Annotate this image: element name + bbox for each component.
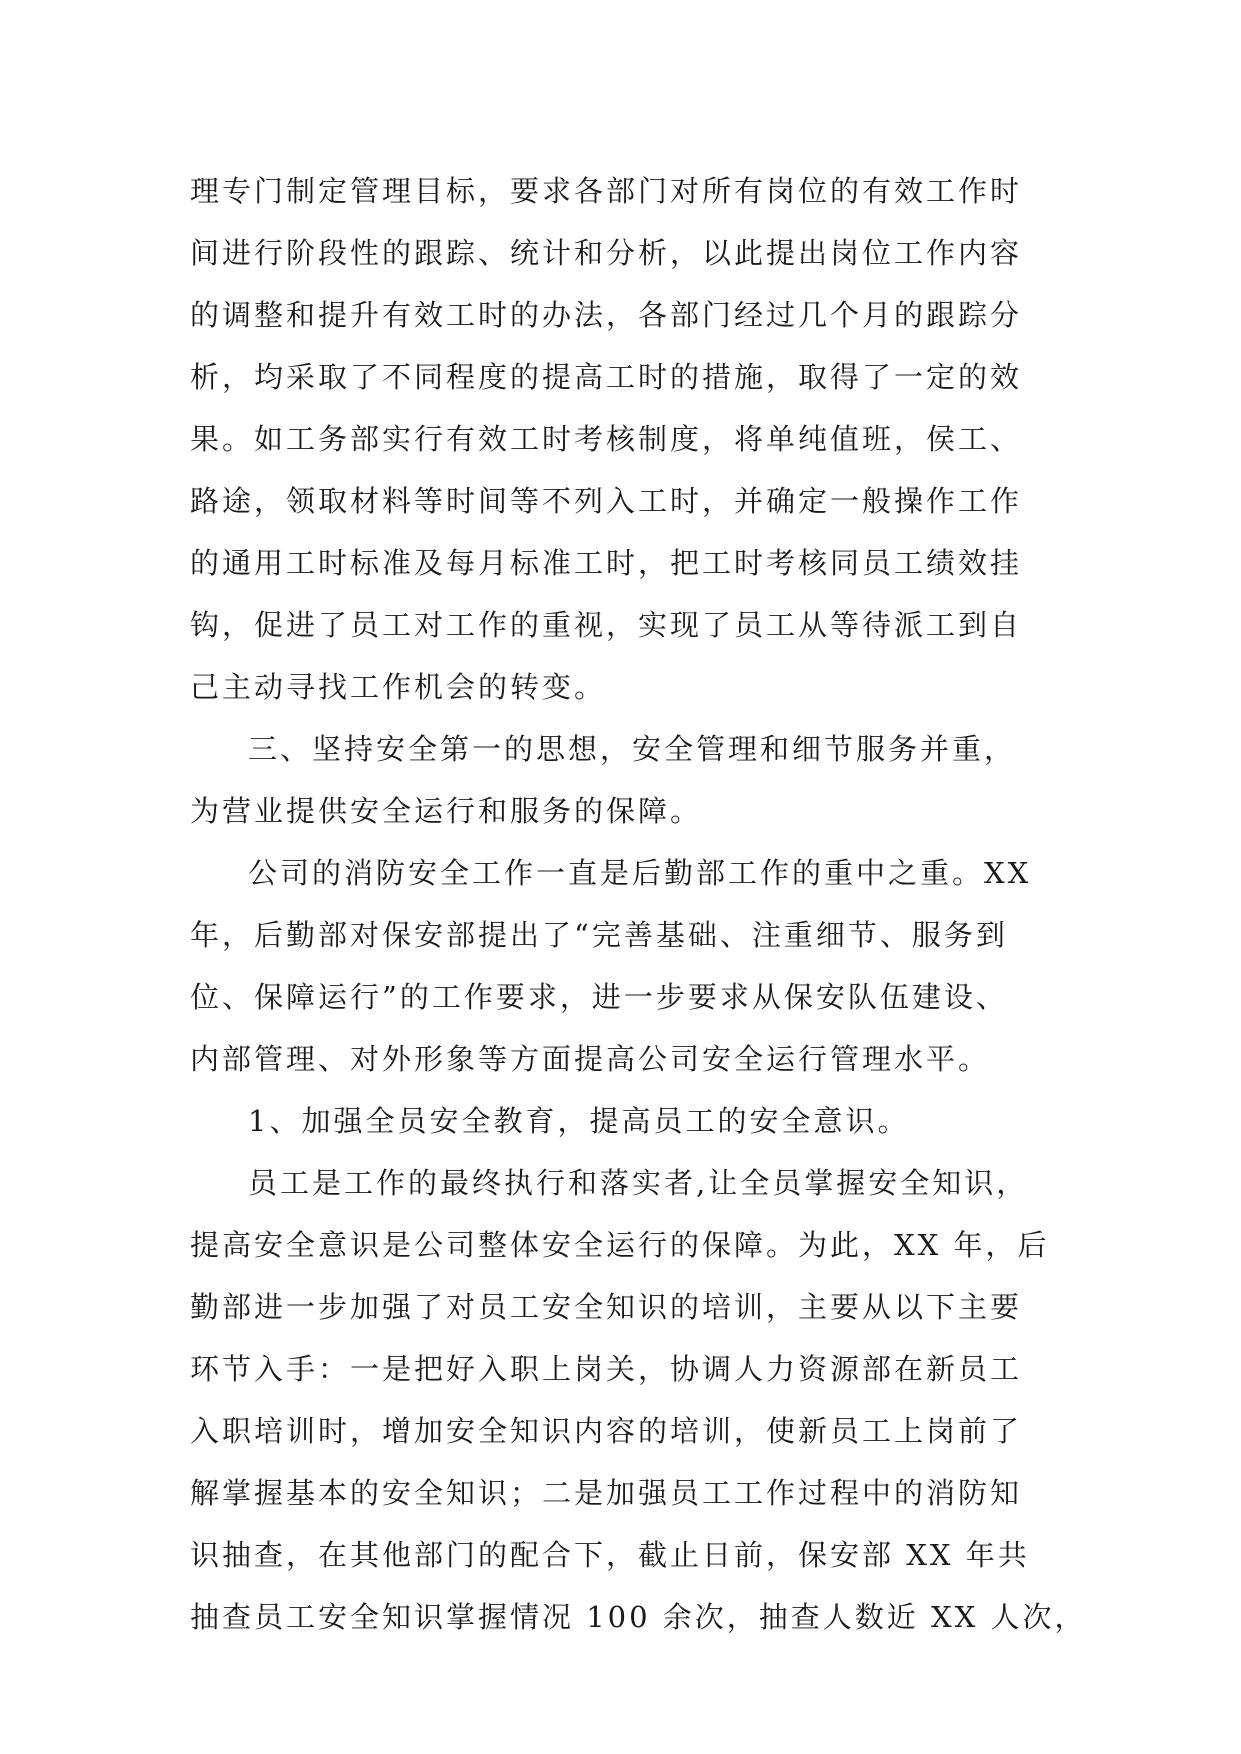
text-line: 钩，促进了员工对工作的重视，实现了员工从等待派工到自 [190, 608, 1023, 642]
text-line: 识抽查，在其他部门的配合下，截止日前，保安部 XX 年共 [190, 1538, 1030, 1572]
text-line: 的调整和提升有效工时的办法，各部门经过几个月的跟踪分 [190, 298, 1023, 332]
text-line: 内部管理、对外形象等方面提高公司安全运行管理水平。 [190, 1042, 991, 1076]
text-line: 年，后勤部对保安部提出了“完善基础、注重细节、服务到 [190, 918, 1008, 952]
text-line: 勤部进一步加强了对员工安全知识的培训，主要从以下主要 [190, 1290, 1023, 1324]
text-line: 位、保障运行”的工作要求，进一步要求从保安队伍建设、 [190, 980, 1008, 1014]
section-heading-continued: 为营业提供安全运行和服务的保障。 [190, 794, 703, 828]
section-heading: 三、坚持安全第一的思想，安全管理和细节服务并重， [248, 732, 1017, 766]
text-line: 析，均采取了不同程度的提高工时的措施，取得了一定的效 [190, 360, 1023, 394]
text-line: 间进行阶段性的跟踪、统计和分析，以此提出岗位工作内容 [190, 236, 1023, 270]
text-line: 的通用工时标准及每月标准工时，把工时考核同员工绩效挂 [190, 546, 1023, 580]
body-text [190, 160, 1087, 1648]
text-line: 果。如工务部实行有效工时考核制度，将单纯值班，侯工、 [190, 422, 1023, 456]
subsection-heading: 1、加强全员安全教育，提高员工的安全意识。 [248, 1104, 910, 1138]
text-line: 路途，领取材料等时间等不列入工时，并确定一般操作工作 [190, 484, 1023, 518]
paragraph-start: 员工是工作的最终执行和落实者,让全员掌握安全知识， [248, 1166, 1029, 1200]
text-line: 己主动寻找工作机会的转变。 [190, 670, 607, 704]
text-line: 入职培训时，增加安全知识内容的培训，使新员工上岗前了 [190, 1414, 1023, 1448]
paragraph-start: 公司的消防安全工作一直是后勤部工作的重中之重。XX [248, 856, 1032, 890]
text-line: 解掌握基本的安全知识；二是加强员工工作过程中的消防知 [190, 1476, 1023, 1510]
text-line: 理专门制定管理目标，要求各部门对所有岗位的有效工作时 [190, 174, 1023, 208]
text-line: 环节入手：一是把好入职上岗关，协调人力资源部在新员工 [190, 1352, 1023, 1386]
text-line: 抽查员工安全知识掌握情况 100 余次，抽查人数近 XX 人次， [190, 1600, 1087, 1634]
text-line: 提高安全意识是公司整体安全运行的保障。为此，XX 年，后 [190, 1228, 1050, 1262]
